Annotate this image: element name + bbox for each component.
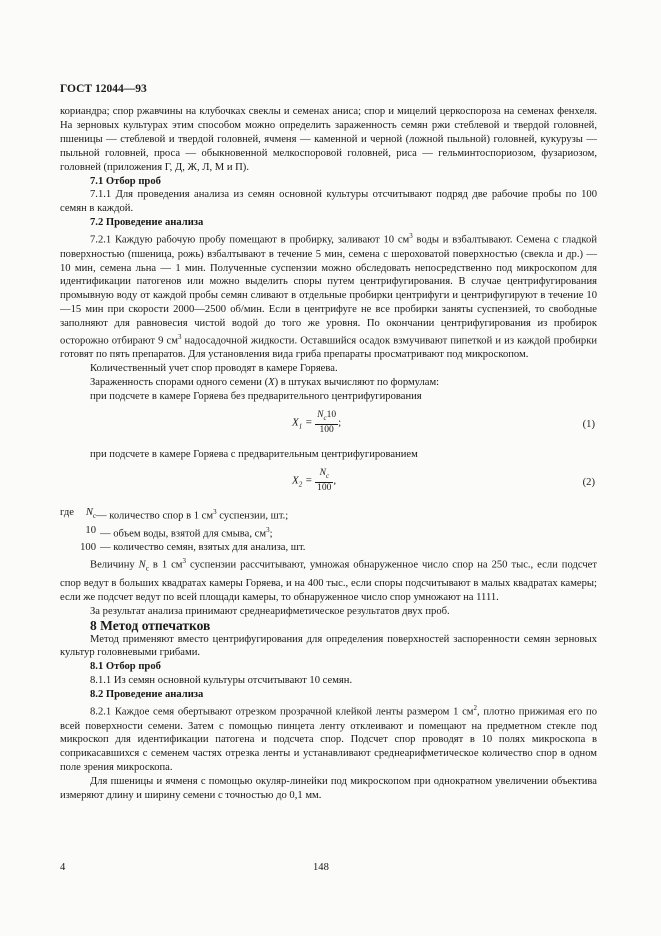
paragraph: Количественный учет спор проводят в камере Горяева. xyxy=(90,363,338,375)
paragraph: 7.1.1 Для проведения анализа из семян основной культуры отсчитывают подряд две рабочие пробы по 100 семян в каждой. xyxy=(60,189,597,215)
subsection-heading: 7.2 Проведение анализа xyxy=(90,217,204,229)
paragraph: при подсчете в камере Горяева с предварительным центрифугированием xyxy=(90,449,418,461)
print-page-number: 148 xyxy=(313,862,329,873)
paragraph: 8.2.1 Каждое семя обертывают отрезком прозрачной клейкой ленты размером 1 $см^2$, плотно прижимая его по всей поверхности семени. Затем с помощью пинцета ленту отклеивают и помещают на предметном стекле под микроскоп для идентификации патогена и подсчета спор. Подсчет спор проводят в 10 полях микроскопа в соприкасавшихся с семенем частях отрезка ленты и устанавливают среднеарифметическое количество спор в одном поле зрения микроскопа. xyxy=(60,704,597,774)
paragraph: Величину $N_c$ в 1 $см^3$ суспензии рассчитывают, умножая обнаруженное число спор на 250 тыс., если подсчет спор ведут в больших квадратах камеры Горяева, и на 400 тыс., если споры подсчитывают в малых квадратах камеры; если же подсчет ведут по всей площади камеры, то обнаруженное число спор умножают на 1111. xyxy=(60,557,597,603)
paragraph: кориандра; спор ржавчины на клубочках свеклы и семенах аниса; спор и мицелий церкоспороза на семенах фенхеля. На зерновых культурах этим способом можно определить зараженность семян ржи стеблевой и твердой головней, пшеницы — стеблевой и твердой головней, ячменя — каменной и черной (ложной пыльной) головней, кукурузы — пыльной головней, проса — обыкновенной мелкоспоровой головней, риса — гельминтоспориозом, фузариозом, головней (приложения Г, Д, Ж, Л, М и П). xyxy=(60,106,597,173)
page-number: 4 xyxy=(60,862,66,873)
document-body xyxy=(60,105,597,803)
formula-number: (1) xyxy=(582,419,595,431)
subsection-heading: 8.1 Отбор проб xyxy=(90,661,161,673)
formula-number: (2) xyxy=(582,477,595,488)
paragraph: 7.2.1 Каждую рабочую пробу помещают в пробирку, заливают 10 $см^3$ воды и взбалтывают. Семена с гладкой поверхностью (пшеница, рожь) взбалтывают в течение 5 мин, семена с шероховатой поверхностью (свекла и др.) — 10 мин, семена льна — 1 мин. Полученные суспензии можно обследовать непосредственно под микроскопом для идентификации патогенов или можно выделить споры путем центрифугирования. В случае центрифугирования промывную воду от каждой пробы семян сливают в отдельные пробирки центрифуги и центрифугируют в течение 10—15 мин при скорости 2000—2500 об/мин. Если в центрифуге не все пробирки заняты суспензией, то свободные заполняют для равновесия чистой водой до того же уровня. По окончании центрифугирования из пробирок осторожно отбирают 9 $см^3$ надосадочной жидкости. Оставшийся осадок взмучивают пипеткой и из каждой пробирки готовят по пять препаратов. Для установления вида гриба препараты просматривают под микроскопом. xyxy=(60,232,598,361)
paragraph: Зараженность спорами одного семени (X) в штуках вычисляют по формулам: xyxy=(90,377,440,389)
formula-legend: где $N_c$ — количество спор в 1 $см^3$ суспензии, шт.; 10 — объем воды, взятой для смыва, $см^3$; 100 — количество семян, взятых для анализа, шт. xyxy=(60,507,306,554)
subsection-heading: 7.1 Отбор проб xyxy=(90,175,161,187)
formula-1: $X_1$ = $\frac{N_c10}{100}$ ; (1) xyxy=(292,410,595,435)
subsection-heading: 8.2 Проведение анализа xyxy=(90,689,204,701)
paragraph: За результат анализа принимают среднеарифметическое результатов двух проб. xyxy=(90,605,450,617)
section-heading: 8 Метод отпечатков xyxy=(90,617,211,633)
document-code: ГОСТ 12044—93 xyxy=(60,83,147,95)
formula-2: $X_2$ = $\frac{N_c}{100}$ , (2) xyxy=(292,468,595,493)
paragraph: 8.1.1 Из семян основной культуры отсчитывают 10 семян. xyxy=(90,675,353,687)
paragraph: при подсчете в камере Горяева без предварительного центрифугирования xyxy=(90,391,422,403)
paragraph: Метод применяют вместо центрифугирования для определения поверхностей заспоренности семян зерновых культур головневыми грибами. xyxy=(60,633,597,659)
paragraph: Для пшеницы и ячменя с помощью окуляр-линейки под микроскопом при однократном увеличении объектива измеряют длину и ширину семени с точностью до 0,1 мм. xyxy=(60,776,597,802)
